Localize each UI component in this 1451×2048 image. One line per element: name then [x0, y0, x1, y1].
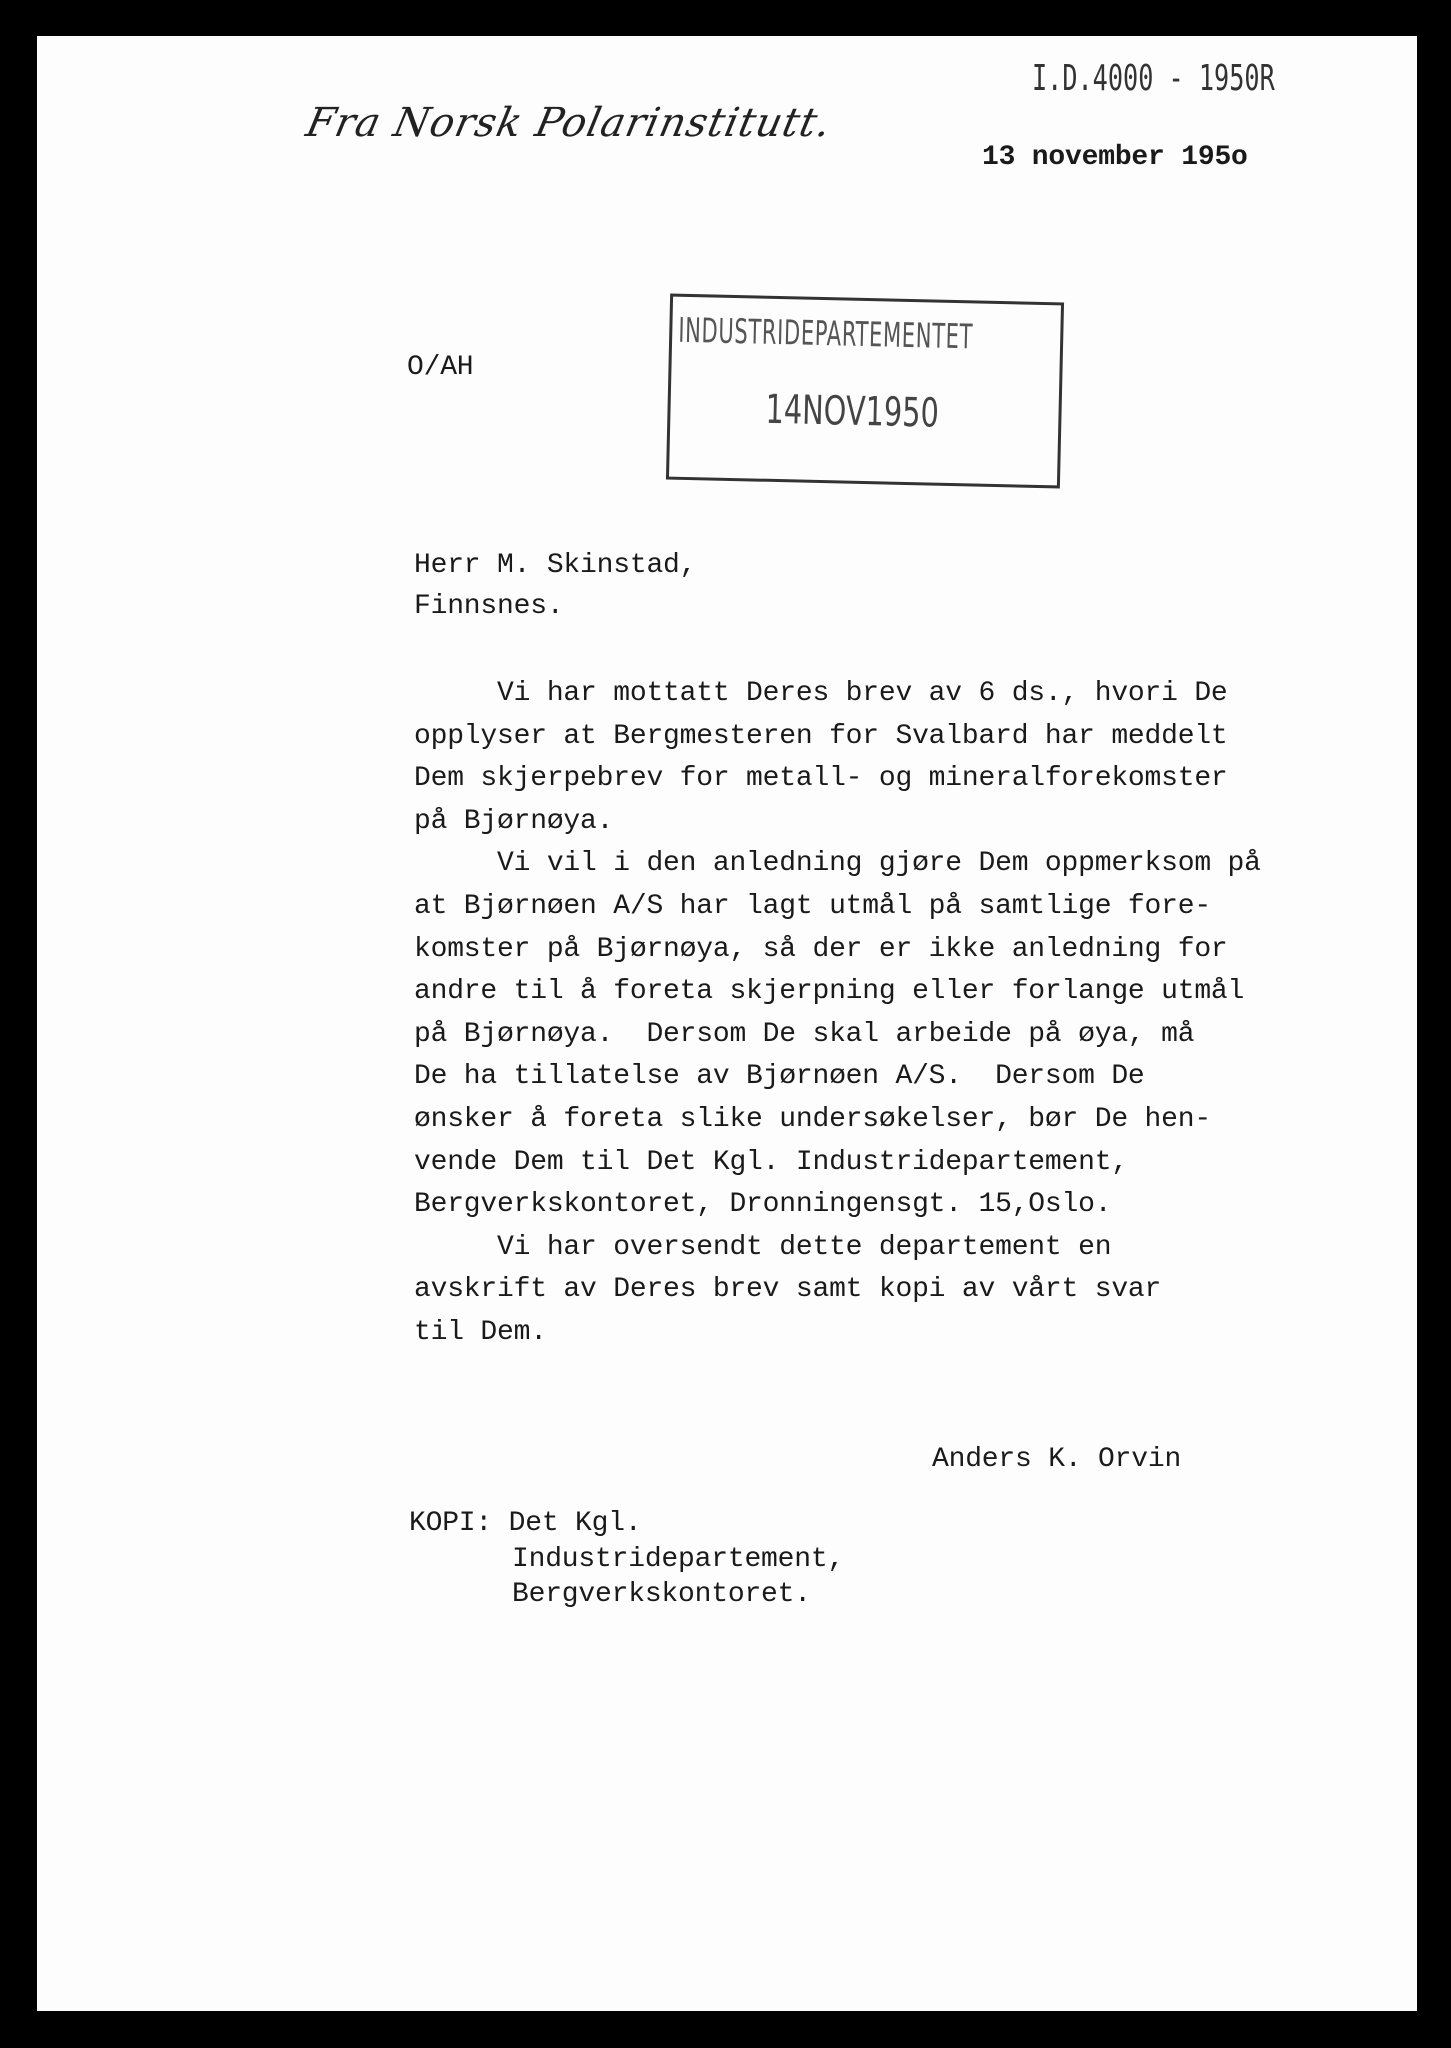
initials: O/AH	[407, 352, 474, 383]
body-line: at Bjørnøen A/S har lagt utmål på samtlige fore-	[414, 891, 1211, 922]
recipient-place: Finnsnes.	[414, 591, 564, 622]
body-line: Dem skjerpebrev for metall- og mineralforekomster	[414, 763, 1228, 795]
document-page	[37, 36, 1417, 2011]
body-line: ønsker å foreta slike undersøkelser, bør De hen-	[414, 1104, 1211, 1135]
body-line: avskrift av Deres brev samt kopi av vårt svar	[414, 1274, 1162, 1306]
body-line: Vi har mottatt Deres brev av 6 ds., hvori De	[414, 678, 1228, 709]
body-line: til Dem.	[414, 1317, 547, 1348]
copy-line: Bergverkskontoret.	[512, 1579, 811, 1610]
body-line: andre til å foreta skjerpning eller forlange utmål	[414, 976, 1245, 1008]
stamp-department: INDUSTRIDEPARTEMENTET	[677, 310, 974, 358]
recipient-name: Herr M. Skinstad,	[414, 550, 697, 581]
signature: Anders K. Orvin	[932, 1444, 1182, 1475]
body-line: på Bjørnøya.	[414, 805, 614, 837]
body-line: på Bjørnøya. Dersom De skal arbeide på øya, må	[414, 1018, 1195, 1050]
reference-number: I.D.4000 - 1950R	[1032, 58, 1275, 99]
handwritten-note: Fra Norsk Polarinstitutt.	[302, 100, 836, 146]
body-line: vende Dem til Det Kgl. Industridepartement,	[414, 1146, 1128, 1178]
letter-date: 13 november 195o	[982, 142, 1248, 173]
body-line: Vi vil i den anledning gjøre Dem oppmerksom på	[414, 848, 1261, 880]
body-line: Vi har oversendt dette departement en	[414, 1231, 1112, 1263]
copy-line: Industridepartement,	[512, 1544, 845, 1575]
body-line: Bergverkskontoret, Dronningensgt. 15,Oslo.	[414, 1189, 1112, 1221]
body-line: komster på Bjørnøya, så der er ikke anledning for	[414, 933, 1228, 965]
copy-label: KOPI: Det Kgl.	[409, 1508, 642, 1539]
body-line: opplyser at Bergmesteren for Svalbard har meddelt	[414, 720, 1228, 752]
body-line: De ha tillatelse av Bjørnøen A/S. Dersom De	[414, 1061, 1145, 1093]
stamp-date: 14NOV1950	[765, 386, 940, 437]
received-stamp	[666, 294, 1064, 489]
